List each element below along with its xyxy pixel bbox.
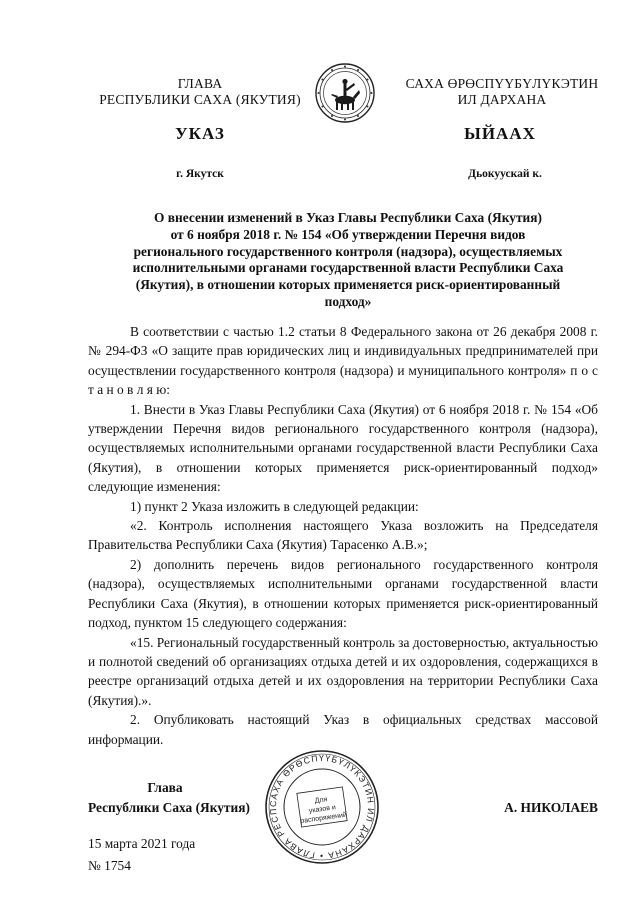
body-paragraph-subitem-1: 1) пункт 2 Указа изложить в следующей редакции: <box>130 498 419 514</box>
document-title <box>88 210 608 311</box>
republic-emblem-icon <box>314 62 376 124</box>
document-number: № 1754 <box>88 858 131 873</box>
header-right-line1: САХА ӨРӨСПҮҮБҮЛҮКЭТИН <box>405 76 599 91</box>
title-line: (Якутия), в отношении которых применяется риск-ориентированный <box>135 277 561 293</box>
doc-type-russian: УКАЗ <box>175 124 225 143</box>
svg-text:САХА ӨРӨСПҮҮБҮЛҮКЭТИН ИЛ ДАРХА: САХА ӨРӨСПҮҮБҮЛҮКЭТИН ИЛ ДАРХАНА • ГЛАВА РЕСП <box>267 752 377 862</box>
city-russian: г. Якутск <box>176 168 224 180</box>
title-line: О внесении изменений в Указ Главы Республики Саха (Якутия) <box>154 210 542 225</box>
svg-text:указов и: указов и <box>308 804 337 815</box>
title-line: от 6 ноября 2018 г. № 154 «Об утверждении Перечня видов <box>170 226 526 242</box>
header-right-block <box>392 76 612 108</box>
title-line: регионального государственного контроля (надзора), осуществляемых <box>133 243 563 259</box>
title-line: подход» <box>324 293 372 309</box>
body-paragraph-quote-15: «15. Региональный государственный контроль за достоверностью, актуальностью и полнотой сведений об организациях отдыха детей и их оздоровления, содержащихся в реестре организаций отдыха детей и их оздоровления на территории Республики Саха (Якутия).». <box>88 634 599 708</box>
body-paragraph-subitem-2: 2) дополнить перечень видов регионального государственного контроля (надзора), осуществляемых исполнительными органами государственной власти Республики Саха (Якутия), в отношении которых применяется риск-ориентированный подход, пунктом 15 следующего содержания: <box>88 556 598 631</box>
header-left-block <box>90 76 310 108</box>
body-paragraph-preamble: В соответствии с частью 1.2 статьи 8 Федерального закона от 26 декабря 2008 г. № 294-ФЗ «О защите прав юридических лиц и индивидуальных предпринимателей при осуществлении государственного контроля (надзора) и муниципального контроля» п о с т а н о в л я ю: <box>88 324 598 398</box>
header-left-line1: ГЛАВА <box>177 76 223 91</box>
svg-text:Для: Для <box>314 796 328 805</box>
body-paragraph-quote-2: «2. Контроль исполнения настоящего Указа возложить на Председателя Правительства Республики Саха (Якутия) Тарасенко А.В.»; <box>88 518 598 553</box>
body-paragraph-item-1: 1. Внести в Указ Главы Республики Саха (Якутия) от 6 ноября 2018 г. № 154 «Об утверждении Перечня видов регионального государственного контроля (надзора), осуществляемых исполнительными органами государственной власти Республики Саха (Якутия), в отношении которых применяется риск-ориентированный подход» следующие изменения: <box>88 401 598 495</box>
header-right-line2: ИЛ ДАРХАНА <box>457 92 547 107</box>
document-date: 15 марта 2021 года <box>88 836 196 851</box>
title-line: исполнительными органами государственной власти Республики Саха <box>132 260 564 276</box>
body-paragraph-item-2: 2. Опубликовать настоящий Указ в официальных средствах массовой информации. <box>88 712 598 747</box>
svg-text:распоряжений: распоряжений <box>299 811 348 826</box>
header-left-line2: РЕСПУБЛИКИ САХА (ЯКУТИЯ) <box>99 92 301 107</box>
signature-title: Глава <box>147 780 183 795</box>
official-stamp-icon <box>263 748 381 866</box>
doc-type-yakut: ЫЙААХ <box>464 124 536 143</box>
city-yakut: Дьокуускай к. <box>468 168 542 180</box>
signature-org: Республики Саха (Якутия) <box>88 800 250 815</box>
document-body <box>88 322 598 749</box>
signatory-name: А. НИКОЛАЕВ <box>504 800 598 815</box>
